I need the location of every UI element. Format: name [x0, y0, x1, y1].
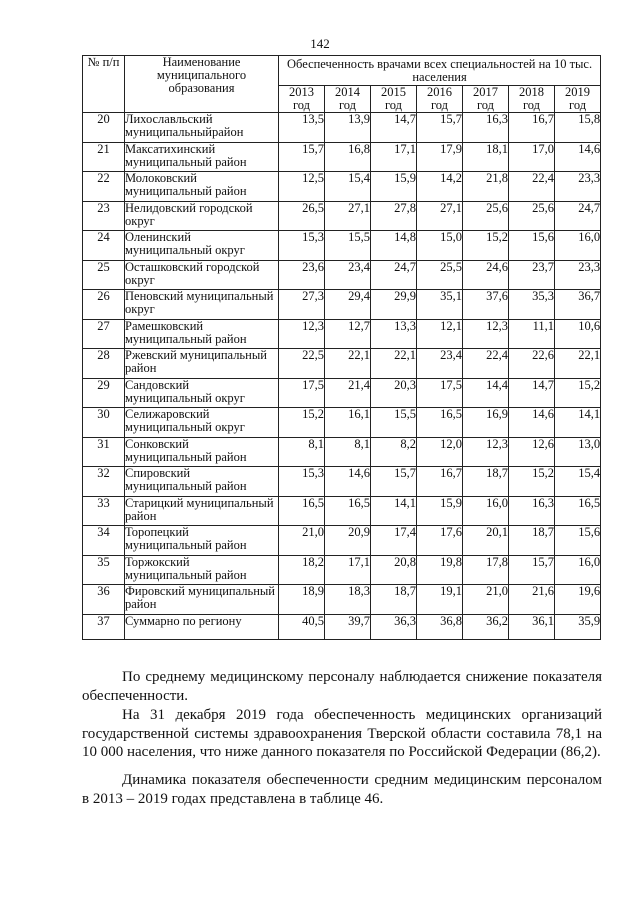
provision-value: 18,2 — [279, 555, 325, 585]
table-row — [83, 349, 601, 379]
provision-value: 21,8 — [463, 172, 509, 202]
provision-value: 29,9 — [371, 290, 417, 320]
provision-value: 12,5 — [279, 172, 325, 202]
provision-value: 14,6 — [325, 467, 371, 497]
physicians-provision-table — [82, 55, 601, 640]
provision-value: 15,9 — [371, 172, 417, 202]
header-year: 2018 год — [509, 86, 555, 113]
provision-value: 12,0 — [417, 437, 463, 467]
provision-value: 19,1 — [417, 585, 463, 615]
provision-value: 14,6 — [509, 408, 555, 438]
table-body — [83, 113, 601, 640]
table-row — [83, 585, 601, 615]
row-number: 37 — [83, 614, 125, 639]
provision-value: 18,7 — [509, 526, 555, 556]
provision-value: 17,8 — [463, 555, 509, 585]
provision-value: 16,1 — [325, 408, 371, 438]
table-row — [83, 496, 601, 526]
provision-value: 15,8 — [555, 113, 601, 143]
header-year: 2019 год — [555, 86, 601, 113]
provision-value: 16,5 — [279, 496, 325, 526]
paragraph-text: Динамика показателя обеспеченности средним медицинским персоналом в 2013 – 2019 годах представлена в таблице 46. — [82, 772, 602, 807]
paragraph-text: На 31 декабря 2019 года обеспеченность медицинских организаций государственной системы здравоохранения Тверской области составила 78,1 на 10 000 населения, что ниже данного показателя по Российской Федерации (86,2). — [82, 707, 602, 760]
municipality-name: Суммарно по региону — [125, 614, 279, 639]
provision-value: 16,0 — [463, 496, 509, 526]
provision-value: 16,8 — [325, 142, 371, 172]
provision-value: 15,4 — [555, 467, 601, 497]
provision-value: 10,6 — [555, 319, 601, 349]
provision-value: 16,5 — [417, 408, 463, 438]
table-row — [83, 526, 601, 556]
municipality-name: Оленинский муниципальный округ — [125, 231, 279, 261]
municipality-name: Пеновский муниципальный округ — [125, 290, 279, 320]
provision-value: 14,7 — [509, 378, 555, 408]
provision-value: 24,7 — [371, 260, 417, 290]
municipality-name: Молоковский муниципальный район — [125, 172, 279, 202]
provision-value: 24,7 — [555, 201, 601, 231]
provision-value: 15,6 — [555, 526, 601, 556]
row-number: 36 — [83, 585, 125, 615]
provision-value: 16,7 — [509, 113, 555, 143]
provision-value: 13,9 — [325, 113, 371, 143]
provision-value: 14,7 — [371, 113, 417, 143]
municipality-name: Осташковский городской округ — [125, 260, 279, 290]
provision-value: 29,4 — [325, 290, 371, 320]
provision-value: 14,1 — [555, 408, 601, 438]
provision-value: 18,7 — [463, 467, 509, 497]
provision-value: 22,1 — [325, 349, 371, 379]
provision-value: 37,6 — [463, 290, 509, 320]
row-number: 24 — [83, 231, 125, 261]
header-year: 2016 год — [417, 86, 463, 113]
provision-value: 36,8 — [417, 614, 463, 639]
provision-value: 11,1 — [509, 319, 555, 349]
municipality-name: Рамешковский муниципальный район — [125, 319, 279, 349]
provision-value: 39,7 — [325, 614, 371, 639]
provision-value: 23,4 — [417, 349, 463, 379]
provision-value: 20,3 — [371, 378, 417, 408]
provision-value: 19,6 — [555, 585, 601, 615]
provision-value: 14,6 — [555, 142, 601, 172]
provision-value: 15,5 — [325, 231, 371, 261]
provision-value: 21,4 — [325, 378, 371, 408]
provision-value: 27,3 — [279, 290, 325, 320]
provision-value: 14,1 — [371, 496, 417, 526]
table-row — [83, 260, 601, 290]
provision-value: 16,7 — [417, 467, 463, 497]
provision-value: 15,7 — [417, 113, 463, 143]
header-row-number: № п/п — [83, 56, 125, 113]
paragraph-staff-decline — [82, 668, 602, 705]
municipality-name: Торжокский муниципальный район — [125, 555, 279, 585]
row-number: 25 — [83, 260, 125, 290]
provision-value: 15,4 — [325, 172, 371, 202]
provision-value: 17,1 — [325, 555, 371, 585]
municipality-name: Ржевский муниципальный район — [125, 349, 279, 379]
row-number: 30 — [83, 408, 125, 438]
paragraph-dec-2019-provision — [82, 706, 602, 762]
provision-value: 35,1 — [417, 290, 463, 320]
paragraph-text: По среднему медицинскому персоналу наблюдается снижение показателя обеспеченности. — [82, 669, 602, 704]
row-number: 20 — [83, 113, 125, 143]
table-row — [83, 467, 601, 497]
row-number: 28 — [83, 349, 125, 379]
provision-value: 24,6 — [463, 260, 509, 290]
municipality-name: Селижаровский муниципальный округ — [125, 408, 279, 438]
provision-value: 8,1 — [325, 437, 371, 467]
provision-value: 36,3 — [371, 614, 417, 639]
provision-value: 15,2 — [555, 378, 601, 408]
provision-value: 13,3 — [371, 319, 417, 349]
provision-value: 15,3 — [279, 467, 325, 497]
provision-value: 15,2 — [463, 231, 509, 261]
provision-value: 36,1 — [509, 614, 555, 639]
header-provision-group: Обеспеченность врачами всех специальностей на 10 тыс. населения — [279, 56, 601, 86]
table-row — [83, 113, 601, 143]
provision-value: 18,7 — [371, 585, 417, 615]
provision-value: 13,5 — [279, 113, 325, 143]
row-number: 29 — [83, 378, 125, 408]
provision-value: 16,3 — [509, 496, 555, 526]
provision-value: 15,7 — [279, 142, 325, 172]
provision-value: 17,5 — [279, 378, 325, 408]
provision-value: 8,2 — [371, 437, 417, 467]
table-row — [83, 378, 601, 408]
table-row — [83, 231, 601, 261]
row-number: 26 — [83, 290, 125, 320]
table-row — [83, 142, 601, 172]
provision-value: 8,1 — [279, 437, 325, 467]
provision-value: 15,6 — [509, 231, 555, 261]
provision-value: 18,3 — [325, 585, 371, 615]
provision-value: 12,6 — [509, 437, 555, 467]
header-year: 2014 год — [325, 86, 371, 113]
provision-value: 40,5 — [279, 614, 325, 639]
table-row — [83, 555, 601, 585]
provision-value: 14,4 — [463, 378, 509, 408]
table-row — [83, 172, 601, 202]
table-row — [83, 290, 601, 320]
row-number: 32 — [83, 467, 125, 497]
provision-value: 23,4 — [325, 260, 371, 290]
provision-value: 13,0 — [555, 437, 601, 467]
row-number: 35 — [83, 555, 125, 585]
header-year: 2015 год — [371, 86, 417, 113]
provision-value: 16,0 — [555, 231, 601, 261]
provision-value: 17,4 — [371, 526, 417, 556]
table-row — [83, 319, 601, 349]
provision-value: 16,0 — [555, 555, 601, 585]
provision-value: 12,7 — [325, 319, 371, 349]
provision-value: 21,6 — [509, 585, 555, 615]
table-row — [83, 201, 601, 231]
provision-value: 21,0 — [279, 526, 325, 556]
provision-value: 14,2 — [417, 172, 463, 202]
provision-value: 16,3 — [463, 113, 509, 143]
page-number: 142 — [310, 36, 330, 51]
municipality-name: Старицкий муниципальный район — [125, 496, 279, 526]
provision-value: 23,3 — [555, 172, 601, 202]
provision-value: 14,8 — [371, 231, 417, 261]
provision-value: 22,4 — [463, 349, 509, 379]
provision-value: 22,1 — [555, 349, 601, 379]
provision-value: 20,9 — [325, 526, 371, 556]
row-number: 23 — [83, 201, 125, 231]
municipality-name: Фировский муниципальный район — [125, 585, 279, 615]
provision-value: 25,6 — [463, 201, 509, 231]
table-row — [83, 437, 601, 467]
provision-value: 22,5 — [279, 349, 325, 379]
provision-value: 17,0 — [509, 142, 555, 172]
provision-value: 27,1 — [417, 201, 463, 231]
row-number: 33 — [83, 496, 125, 526]
header-municipality-name: Наименование муниципального образования — [125, 56, 279, 113]
municipality-name: Сандовский муниципальный округ — [125, 378, 279, 408]
provision-value: 15,2 — [279, 408, 325, 438]
provision-value: 36,7 — [555, 290, 601, 320]
provision-value: 22,1 — [371, 349, 417, 379]
provision-value: 25,5 — [417, 260, 463, 290]
municipality-name: Нелидовский городской округ — [125, 201, 279, 231]
provision-value: 36,2 — [463, 614, 509, 639]
table-row — [83, 408, 601, 438]
provision-value: 21,0 — [463, 585, 509, 615]
provision-value: 18,9 — [279, 585, 325, 615]
provision-value: 15,9 — [417, 496, 463, 526]
provision-value: 12,3 — [463, 437, 509, 467]
provision-value: 20,1 — [463, 526, 509, 556]
provision-value: 15,3 — [279, 231, 325, 261]
provision-value: 22,6 — [509, 349, 555, 379]
provision-value: 16,9 — [463, 408, 509, 438]
header-year: 2017 год — [463, 86, 509, 113]
row-number: 21 — [83, 142, 125, 172]
provision-value: 16,5 — [325, 496, 371, 526]
municipality-name: Спировский муниципальный район — [125, 467, 279, 497]
provision-value: 17,5 — [417, 378, 463, 408]
provision-value: 19,8 — [417, 555, 463, 585]
header-year: 2013 год — [279, 86, 325, 113]
municipality-name: Сонковский муниципальный район — [125, 437, 279, 467]
provision-value: 35,3 — [509, 290, 555, 320]
provision-value: 12,3 — [463, 319, 509, 349]
municipality-name: Лихославльский муниципальныйрайон — [125, 113, 279, 143]
provision-value: 23,6 — [279, 260, 325, 290]
provision-value: 23,3 — [555, 260, 601, 290]
provision-value: 16,5 — [555, 496, 601, 526]
provision-value: 15,7 — [371, 467, 417, 497]
provision-value: 35,9 — [555, 614, 601, 639]
provision-value: 17,1 — [371, 142, 417, 172]
provision-value: 15,2 — [509, 467, 555, 497]
provision-value: 20,8 — [371, 555, 417, 585]
provision-value: 15,0 — [417, 231, 463, 261]
table-row — [83, 614, 601, 639]
row-number: 31 — [83, 437, 125, 467]
provision-value: 15,7 — [509, 555, 555, 585]
provision-value: 15,5 — [371, 408, 417, 438]
row-number: 34 — [83, 526, 125, 556]
provision-value: 18,1 — [463, 142, 509, 172]
provision-value: 12,3 — [279, 319, 325, 349]
row-number: 22 — [83, 172, 125, 202]
provision-value: 27,8 — [371, 201, 417, 231]
row-number: 27 — [83, 319, 125, 349]
provision-value: 27,1 — [325, 201, 371, 231]
provision-value: 12,1 — [417, 319, 463, 349]
provision-value: 26,5 — [279, 201, 325, 231]
provision-value: 25,6 — [509, 201, 555, 231]
provision-value: 22,4 — [509, 172, 555, 202]
provision-value: 23,7 — [509, 260, 555, 290]
municipality-name: Торопецкий муниципальный район — [125, 526, 279, 556]
paragraph-dynamics-reference — [82, 771, 602, 808]
provision-value: 17,9 — [417, 142, 463, 172]
municipality-name: Максатихинский муниципальный район — [125, 142, 279, 172]
provision-value: 17,6 — [417, 526, 463, 556]
